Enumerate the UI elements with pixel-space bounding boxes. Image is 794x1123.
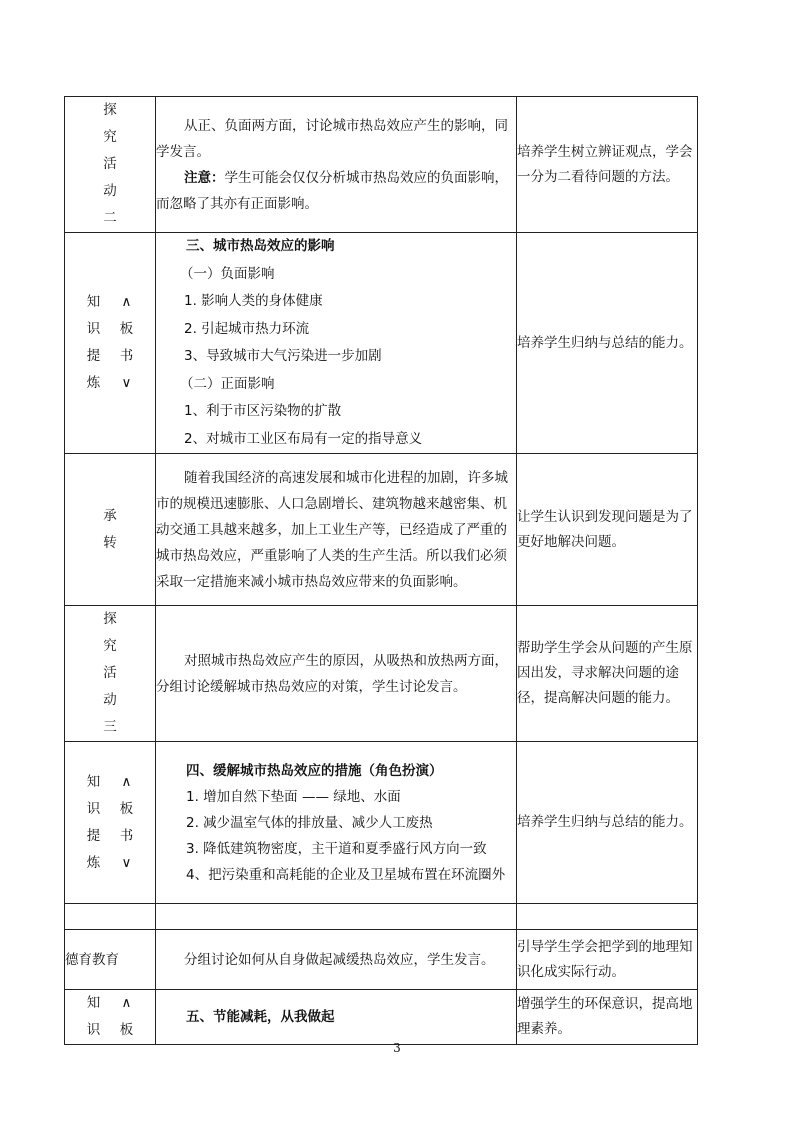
note-label: 注意：	[184, 169, 225, 186]
design-intent: 让学生认识到发现问题是为了更好地解决问题。	[517, 454, 698, 606]
board-heading: 五、节能减耗，从我做起	[186, 1009, 335, 1025]
label-char: 书	[119, 348, 134, 364]
row-label: 德育教育	[65, 930, 156, 990]
row-explore-activity-2	[65, 97, 698, 233]
label-char: 提	[86, 348, 101, 364]
label-char: 识	[86, 800, 101, 817]
row-empty	[65, 904, 698, 930]
row-knowledge-board-4	[65, 742, 698, 904]
label-char: 板	[119, 800, 134, 817]
row-label	[65, 606, 156, 742]
activity-content	[156, 97, 517, 233]
board-line: （二）正面影响	[180, 375, 275, 392]
activity-paragraph: 从正、负面两方面，讨论城市热岛效应产生的影响，同学发言。	[156, 117, 508, 160]
row-label	[65, 742, 156, 904]
label-char: 承	[103, 507, 117, 524]
label-char: 知	[86, 294, 101, 310]
row-label	[65, 454, 156, 606]
board-line: 1. 增加自然下垫面 —— 绿地、水面	[186, 788, 401, 805]
label-char: ∧	[121, 995, 132, 1011]
lesson-plan-table	[64, 96, 698, 1045]
row-moral-education	[65, 930, 698, 990]
label-char: ∧	[121, 773, 132, 790]
transition-paragraph: 随着我国经济的高速发展和城市化进程的加剧，许多城市的规模迅速膨胀、人口急剧增长、建筑物越来越密集、机动交通工具越来越多，加上工业生产等，已经造成了严重的城市热岛效应，严重影响了人类的生产生活。所以我们必须采取一定措施来减小城市热岛效应带来的负面影响。	[156, 469, 508, 590]
label-char: 动	[103, 183, 117, 199]
label-char: 探	[103, 611, 117, 627]
label-char: 三	[103, 719, 117, 735]
label-char: ∨	[121, 854, 132, 871]
board-heading: 四、缓解城市热岛效应的措施（角色扮演）	[186, 762, 443, 779]
design-intent: 增强学生的环保意识，提高地理素养。	[517, 990, 698, 1045]
page-number: 3	[393, 1041, 401, 1055]
row-label	[65, 97, 156, 233]
label-char: 究	[103, 638, 117, 654]
row-label	[65, 990, 156, 1045]
empty-cell	[65, 904, 156, 930]
label-char: 动	[103, 692, 117, 708]
label-char: 板	[119, 321, 134, 337]
label-char: 炼	[86, 375, 101, 391]
label-char: 炼	[86, 854, 101, 871]
design-intent: 帮助学生学会从问题的产生原因出发，寻求解决问题的途径，提高解决问题的能力。	[517, 606, 698, 742]
board-content	[156, 742, 517, 904]
design-intent: 引导学生学会把学到的地理知识化成实际行动。	[517, 930, 698, 990]
board-line: 2. 减少温室气体的排放量、减少人工废热	[186, 814, 433, 831]
label-char: 究	[103, 129, 117, 145]
moral-content	[156, 930, 517, 990]
note-paragraph	[156, 165, 516, 217]
board-line: 3、导致城市大气污染进一步加剧	[184, 348, 382, 364]
activity-content	[156, 606, 517, 742]
board-line: 3. 降低建筑物密度，主干道和夏季盛行风方向一致	[186, 840, 487, 857]
label-char: 转	[103, 534, 117, 551]
board-line: 4、把污染重和高耗能的企业及卫星城布置在环流圈外	[186, 866, 506, 883]
board-line: 2. 引起城市热力环流	[184, 320, 310, 337]
board-content	[156, 233, 517, 454]
label-char: ∧	[121, 294, 132, 310]
label-char: 二	[103, 210, 117, 226]
note-text: 学生可能会仅仅分析城市热岛效应的负面影响，而忽略了其亦有正面影响。	[156, 169, 508, 212]
empty-cell	[156, 904, 517, 930]
board-line: 1、利于市区污染物的扩散	[184, 403, 342, 419]
label-char: 知	[86, 773, 101, 790]
row-knowledge-board-3	[65, 233, 698, 454]
label-char: 识	[86, 1022, 101, 1038]
row-knowledge-board-5	[65, 990, 698, 1045]
board-line: 2、对城市工业区布局有一定的指导意义	[184, 430, 423, 447]
empty-cell	[517, 904, 698, 930]
board-content	[156, 990, 517, 1045]
label-char: 探	[103, 102, 117, 118]
activity-paragraph: 对照城市热岛效应产生的原因，从吸热和放热两方面，分组讨论缓解城市热岛效应的对策，学生讨论发言。	[156, 652, 508, 695]
board-line: 1. 影响人类的身体健康	[184, 293, 323, 309]
row-label	[65, 233, 156, 454]
design-intent: 培养学生归纳与总结的能力。	[517, 742, 698, 904]
board-heading: 三、城市热岛效应的影响	[186, 238, 335, 254]
label-char: ∨	[121, 375, 132, 391]
label-char: 活	[103, 665, 117, 681]
design-intent: 培养学生树立辨证观点，学会一分为二看待问题的方法。	[517, 97, 698, 233]
label-char: 识	[86, 321, 101, 337]
board-line: （一）负面影响	[180, 265, 275, 282]
row-transition	[65, 454, 698, 606]
label-char: 知	[86, 995, 101, 1011]
label-char: 书	[119, 827, 134, 844]
label-char: 提	[86, 827, 101, 844]
transition-content	[156, 454, 517, 606]
label-char: 活	[103, 156, 117, 172]
moral-paragraph: 分组讨论如何从自身做起减缓热岛效应，学生发言。	[184, 951, 495, 968]
design-intent: 培养学生归纳与总结的能力。	[517, 233, 698, 454]
label-char: 板	[119, 1022, 134, 1038]
row-explore-activity-3	[65, 606, 698, 742]
